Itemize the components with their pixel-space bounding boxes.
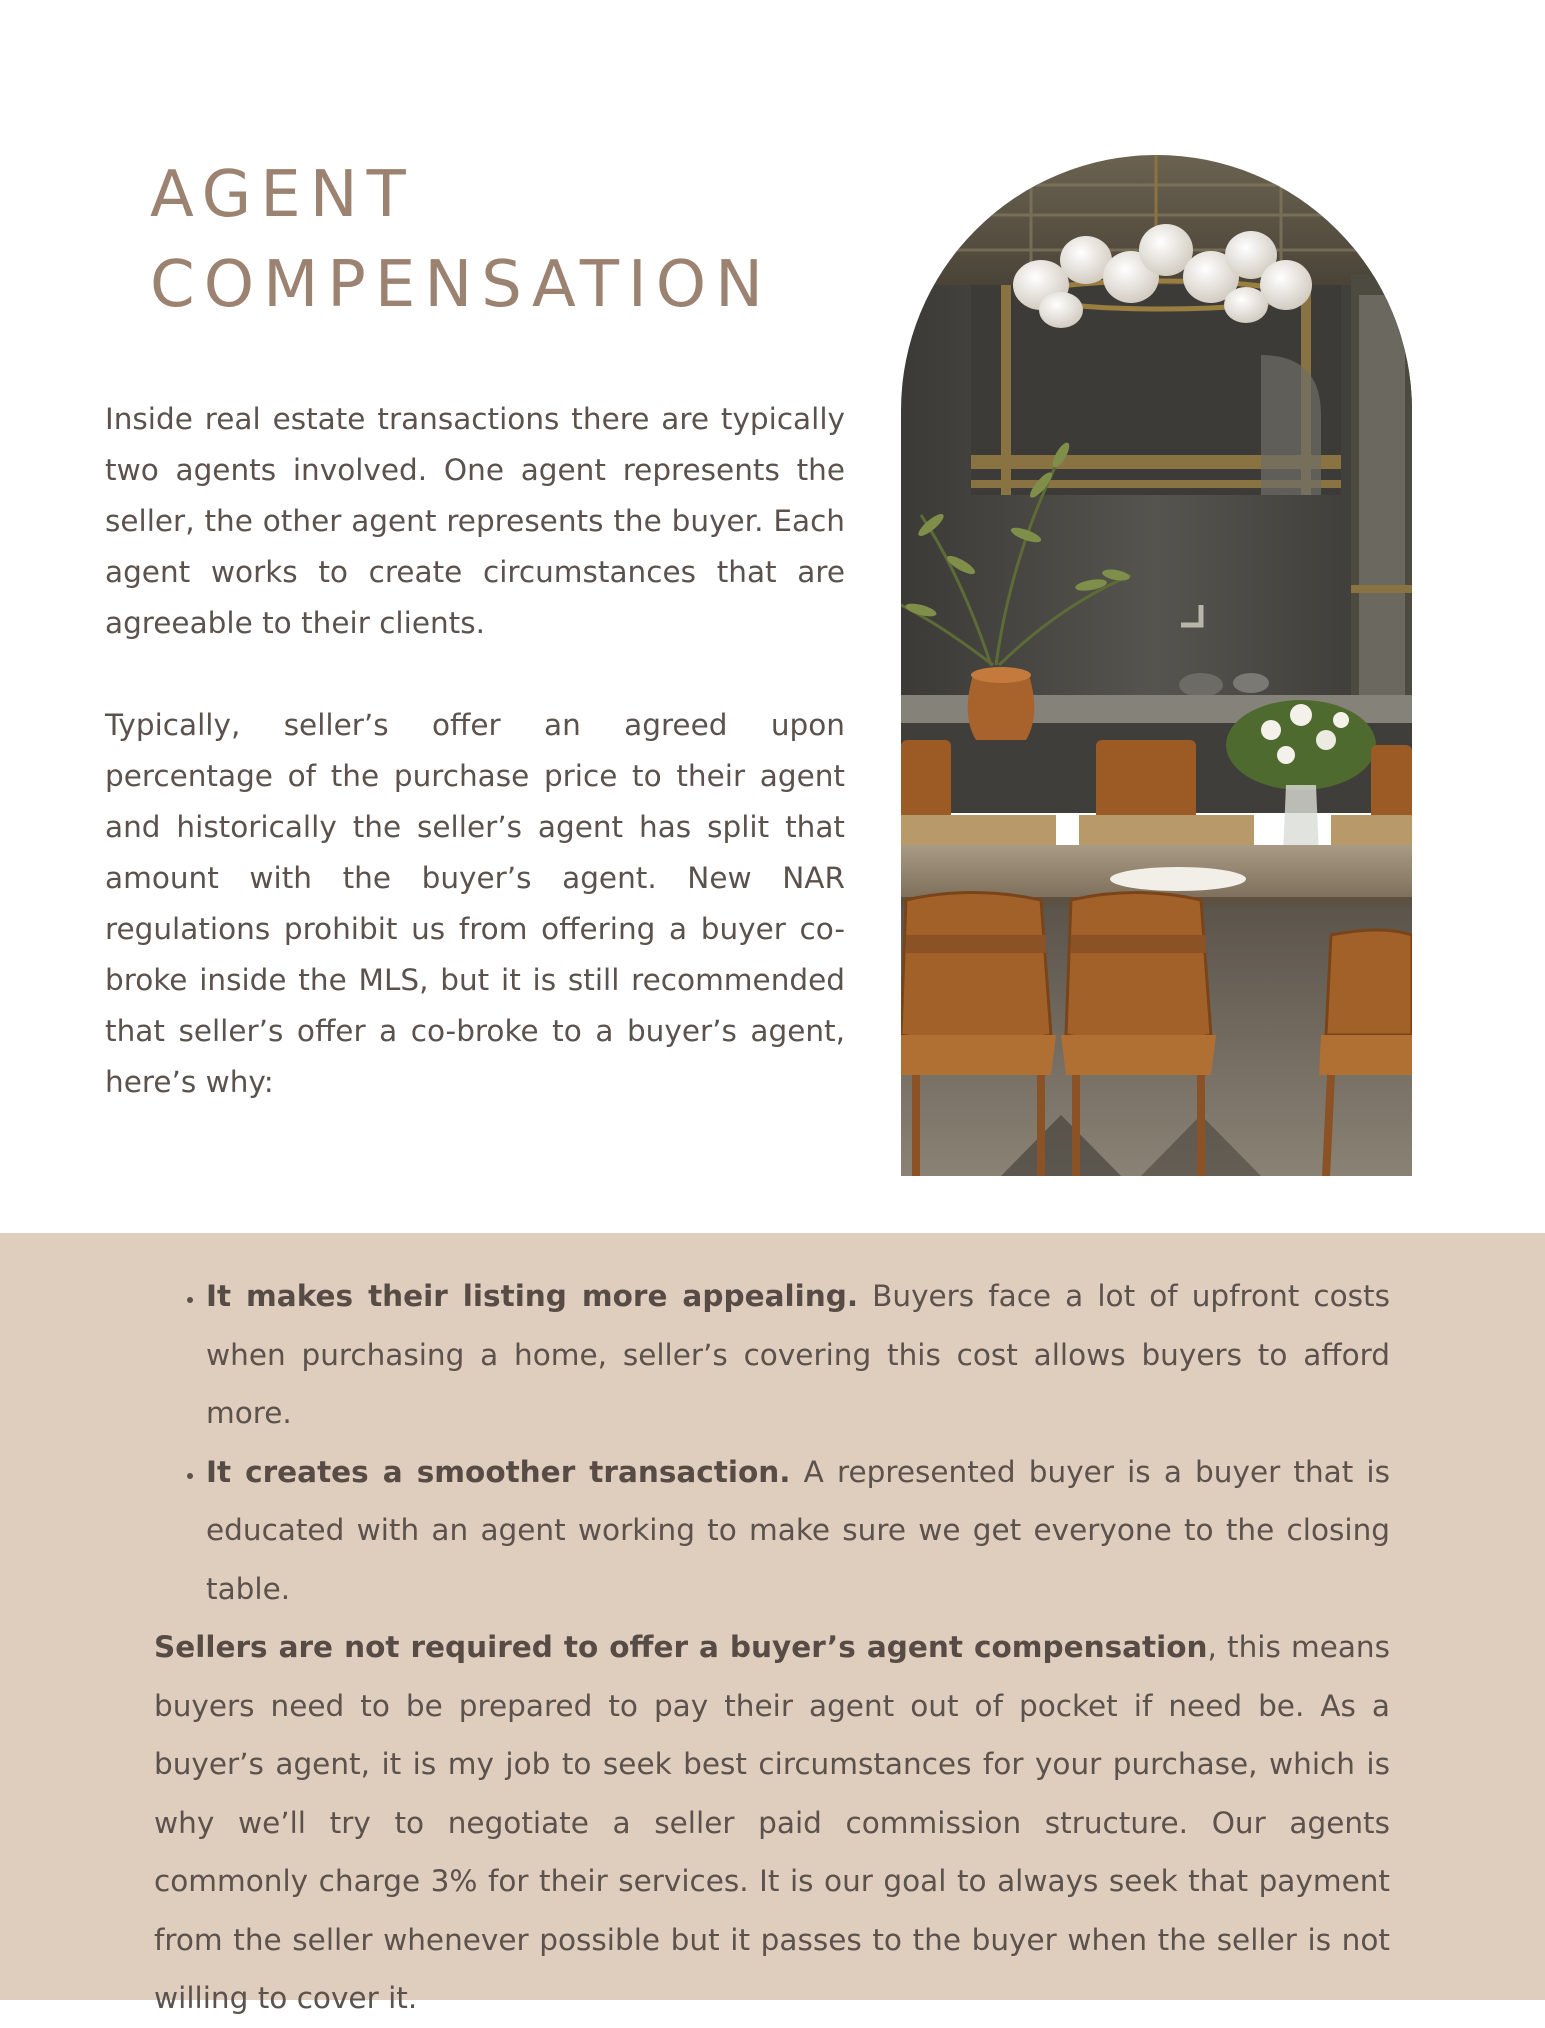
reason-2-text: A represented buyer is a buyer that is educated with an agent working to make sure we get everyone to the closing table. — [206, 1454, 1391, 1606]
closing-paragraph — [154, 1618, 1390, 2028]
page-title — [150, 150, 850, 330]
page-title-line-1: AGENT — [150, 158, 415, 232]
reason-2-heading: It creates a smoother transaction. — [206, 1454, 791, 1489]
reason-1-text: Buyers face a lot of upfront costs when purchasing a home, seller’s covering this cost allows buyers to afford more. — [206, 1279, 1390, 1430]
reasons-list — [154, 1267, 1390, 1618]
intro-paragraph-2: Typically, seller’s offer an agreed upon percentage of the purchase price to their agent and historically the seller’s agent has split that amount with the buyer’s agent. New NAR regulations prohibit us from offering a buyer co-broke inside the MLS, but it is still recommended that seller’s offer a co-broke to a buyer’s agent, here’s why: — [105, 708, 845, 1099]
dining-room-photo — [901, 155, 1412, 1176]
reason-1-heading: It makes their listing more appealing. — [206, 1279, 859, 1313]
closing-bold-statement: Sellers are not required to offer a buyer’s agent compensation — [154, 1630, 1208, 1664]
compensation-reasons — [154, 1267, 1390, 2028]
closing-text: , this means buyers need to be prepared to pay their agent out of pocket if need be. As a buyer’s agent, it is my job to seek best circumstances for your purchase, which is why we’ll try to negotiate a seller paid commission structure. Our agents commonly charge 3% for their services. It is our goal to always seek that payment from the seller whenever possible but it passes to the buyer when the seller is not willing to cover it. — [154, 1630, 1390, 2015]
intro-text — [105, 394, 845, 1108]
list-item — [206, 1443, 1390, 1619]
page-title-line-2: COMPENSATION — [150, 248, 773, 322]
intro-paragraph-1: Inside real estate transactions there are typically two agents involved. One agent represents the seller, the other agent represents the buyer. Each agent works to create circumstances that are agreeable to their clients. — [105, 402, 845, 640]
list-item — [206, 1267, 1390, 1443]
